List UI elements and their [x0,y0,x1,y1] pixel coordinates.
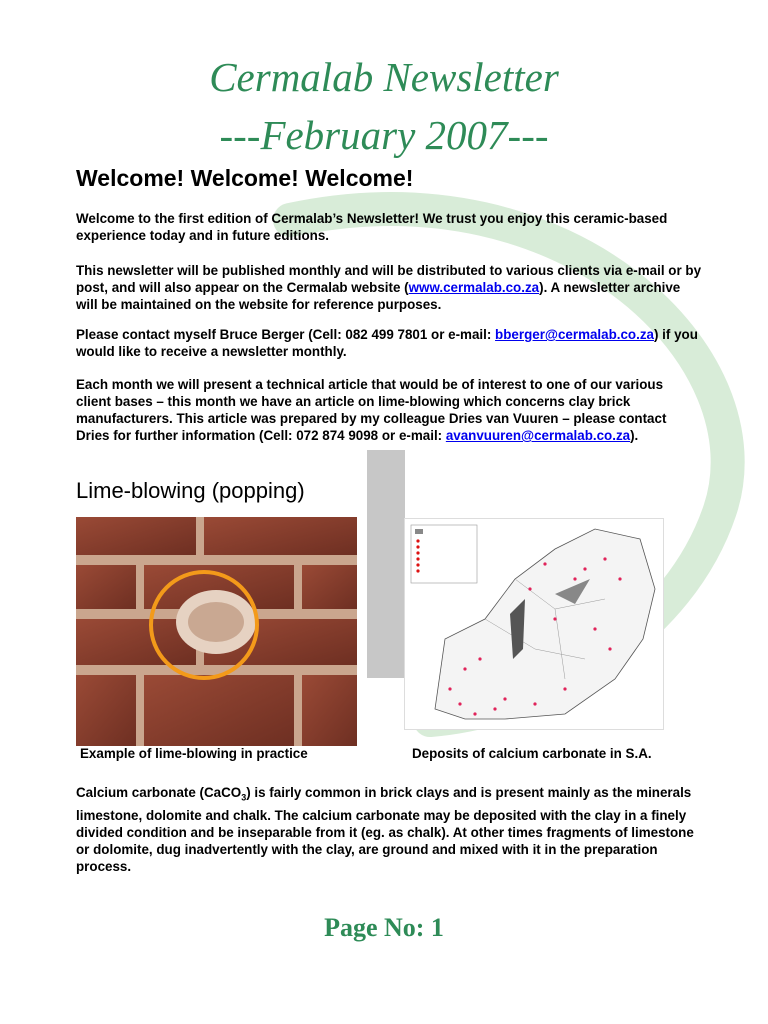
welcome-heading: Welcome! Welcome! Welcome! [76,165,414,191]
website-link[interactable]: www.cermalab.co.za [408,280,540,295]
article-body: Calcium carbonate (CaCO$_3$) is fairly common in brick clays and is present mainly as the minerals limestone, dolomite and chalk. The calcium carbonate may be deposited with the clay in a finely divided condition and be inseparable from it (eg. as chalk). At other times fragments of limestone or dolomite, dug inadvertently with the clay, are ground and mixed with it in the preparation process. [76,785,694,874]
bberger-email-link[interactable]: bberger@cermalab.co.za [495,327,654,342]
decorative-bar [367,450,405,678]
lime-blowing-photo [76,517,357,746]
avanvuuren-email-link[interactable]: avanvuuren@cermalab.co.za [445,428,631,443]
welcome-paragraph-4: Each month we will present a technical article that would be of interest to one of our various client bases – this month we have an article on lime-blowing which concerns clay brick manufacturers. This article was prepared by my colleague Dries van Vuuren – please contact Dries for further information (Cell: 072 874 9098 or e-mail: avanvuuren@cermalab.co.za). [76,377,667,443]
calcium-carbonate-map [404,518,664,730]
article-heading: Lime-blowing (popping) [76,478,305,503]
newsletter-date: ---February 2007--- [219,112,549,158]
map-caption: Deposits of calcium carbonate in S.A. [412,746,652,761]
welcome-paragraph-1: Welcome to the first edition of Cermalab’s Newsletter! We trust you enjoy this ceramic-based experience today and in future editions. [76,211,668,243]
welcome-paragraph-2: This newsletter will be published monthly and will be distributed to various clients via e-mail or by post, and will also appear on the Cermalab website (www.cermalab.co.za). A newsletter archive will be maintained on the website for reference purposes. [76,263,702,312]
welcome-paragraph-3: Please contact myself Bruce Berger (Cell: 082 499 7801 or e-mail: bberger@cermalab.co.za) if you would like to receive a newsletter monthly. [76,327,698,359]
newsletter-title: Cermalab Newsletter [209,54,559,100]
page-number: Page No: 1 [324,913,444,942]
photo-caption: Example of lime-blowing in practice [80,746,308,761]
